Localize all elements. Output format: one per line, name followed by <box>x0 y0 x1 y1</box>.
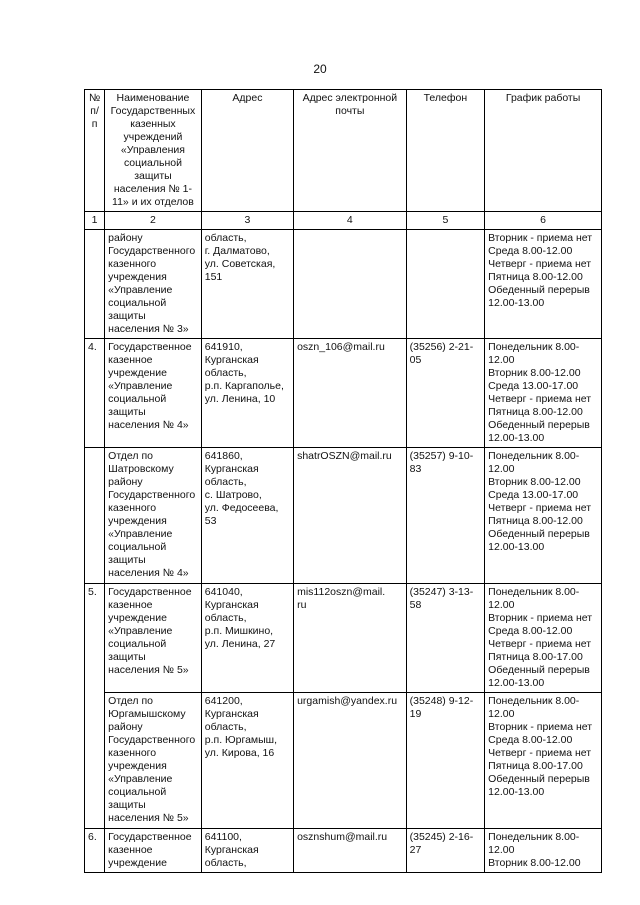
header-hours: График работы <box>485 90 602 212</box>
col-number: 1 <box>85 212 105 230</box>
cell-name: Отдел по Шатровскому району Государственного казенного учреждения «Управление социальной защиты населения № 4» <box>105 448 202 584</box>
table-row <box>85 230 602 339</box>
column-number-row <box>85 212 602 230</box>
cell-email: mis112oszn@mail. ru <box>294 584 407 693</box>
page-number: 20 <box>313 62 327 76</box>
cell-no: 5. <box>85 584 105 693</box>
cell-address: 641100, Курганская область, <box>201 829 293 873</box>
cell-hours: Понедельник 8.00- 12.00 Вторник 8.00-12.00 Среда 13.00-17.00 Четверг - приема нет Пятница 8.00-12.00 Обеденный перерыв 12.00-13.00 <box>485 339 602 448</box>
cell-email: shatrOSZN@mail.ru <box>294 448 407 584</box>
cell-email: urgamish@yandex.ru <box>294 693 407 829</box>
cell-name: району Государственного казенного учреждения «Управление социальной защиты населения № 3» <box>105 230 202 339</box>
cell-phone: (35257) 9-10- 83 <box>406 448 485 584</box>
cell-email <box>294 230 407 339</box>
header-no: № п/п <box>85 90 105 212</box>
header-address: Адрес <box>201 90 293 212</box>
cell-address: 641860, Курганская область, с. Шатрово, ул. Федосеева, 53 <box>201 448 293 584</box>
table-row <box>85 584 602 693</box>
header-phone: Телефон <box>406 90 485 212</box>
cell-address: 641910, Курганская область, р.п. Каргаполье, ул. Ленина, 10 <box>201 339 293 448</box>
table-row <box>85 339 602 448</box>
col-number: 2 <box>105 212 202 230</box>
cell-no: 4. <box>85 339 105 448</box>
cell-email: osznshum@mail.ru <box>294 829 407 873</box>
cell-hours: Понедельник 8.00- 12.00 Вторник 8.00-12.00 Среда 13.00-17.00 Четверг - приема нет Пятница 8.00-12.00 Обеденный перерыв 12.00-13.00 <box>485 448 602 584</box>
col-number: 3 <box>201 212 293 230</box>
cell-email: oszn_106@mail.ru <box>294 339 407 448</box>
cell-address: 641040, Курганская область, р.п. Мишкино, ул. Ленина, 27 <box>201 584 293 693</box>
col-number: 5 <box>406 212 485 230</box>
cell-phone: (35245) 2-16- 27 <box>406 829 485 873</box>
cell-name: Государственное казенное учреждение «Управление социальной защиты населения № 5» <box>105 584 202 693</box>
cell-address: область, г. Далматово, ул. Советская, 151 <box>201 230 293 339</box>
header-email: Адрес электронной почты <box>294 90 407 212</box>
col-number: 4 <box>294 212 407 230</box>
cell-phone <box>406 230 485 339</box>
cell-no <box>85 693 105 829</box>
cell-phone: (35247) 3-13- 58 <box>406 584 485 693</box>
header-row <box>85 90 602 212</box>
cell-hours: Понедельник 8.00- 12.00 Вторник 8.00-12.00 <box>485 829 602 873</box>
cell-no: 6. <box>85 829 105 873</box>
cell-hours: Понедельник 8.00- 12.00 Вторник - приема нет Среда 8.00-12.00 Четверг - приема нет Пятница 8.00-17.00 Обеденный перерыв 12.00-13.00 <box>485 584 602 693</box>
col-number: 6 <box>485 212 602 230</box>
cell-address: 641200, Курганская область, р.п. Юргамыш, ул. Кирова, 16 <box>201 693 293 829</box>
offices-table <box>84 89 602 873</box>
cell-no <box>85 448 105 584</box>
cell-name: Государственное казенное учреждение «Управление социальной защиты населения № 4» <box>105 339 202 448</box>
cell-no <box>85 230 105 339</box>
cell-phone: (35248) 9-12- 19 <box>406 693 485 829</box>
cell-hours: Понедельник 8.00- 12.00 Вторник - приема нет Среда 8.00-12.00 Четверг - приема нет Пятница 8.00-17.00 Обеденный перерыв 12.00-13.00 <box>485 693 602 829</box>
table-row <box>85 829 602 873</box>
header-name: Наименование Государственных казенных учреждений «Управления социальной защиты населения № 1- 11» и их отделов <box>105 90 202 212</box>
cell-name: Отдел по Юргамышскому району Государственного казенного учреждения «Управление социальной защиты населения № 5» <box>105 693 202 829</box>
table-row <box>85 448 602 584</box>
cell-name: Государственное казенное учреждение <box>105 829 202 873</box>
cell-hours: Вторник - приема нет Среда 8.00-12.00 Четверг - приема нет Пятница 8.00-12.00 Обеденный перерыв 12.00-13.00 <box>485 230 602 339</box>
cell-phone: (35256) 2-21- 05 <box>406 339 485 448</box>
table-row <box>85 693 602 829</box>
